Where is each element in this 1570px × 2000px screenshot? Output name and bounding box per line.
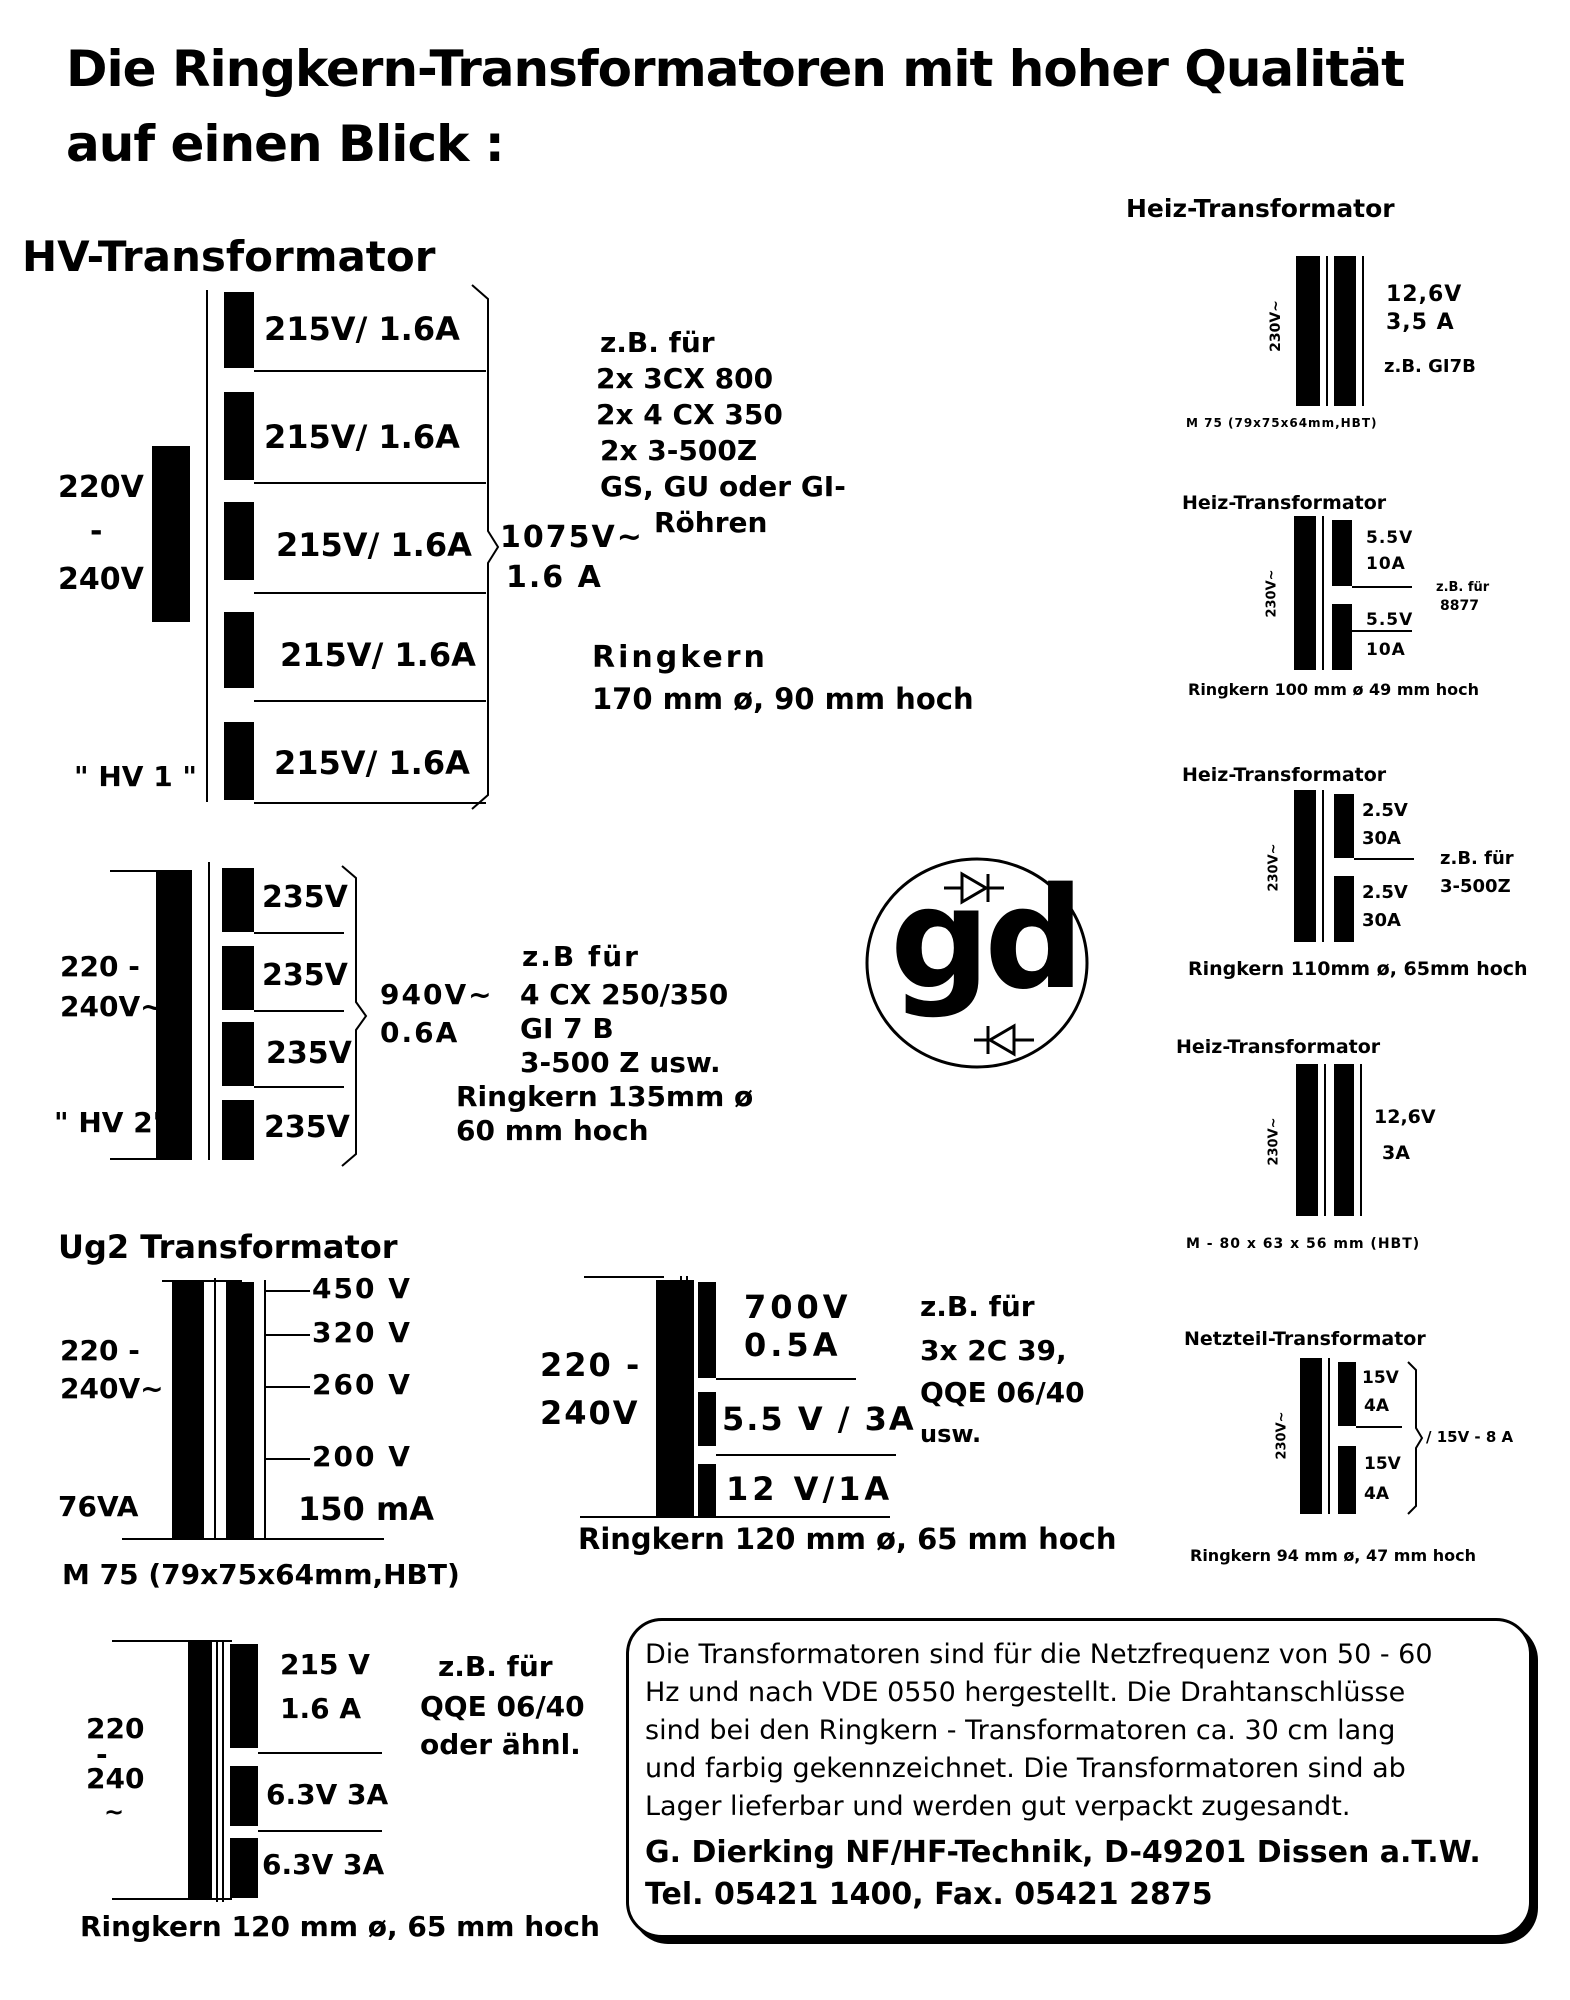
heiz2-winding-voltage-2: 5.5V: [1366, 610, 1414, 630]
heiz2-winding-current-1: 10A: [1366, 554, 1406, 574]
heiz3-use-heading: z.B. für: [1440, 848, 1514, 869]
hv1-name: " HV 1 ": [74, 760, 198, 793]
ug2-primary-line: [214, 1278, 216, 1540]
net700-winding-3: 12 V/1A: [726, 1470, 894, 1508]
net700-winding-divider: [716, 1378, 856, 1380]
heiz4-output-current: 3A: [1382, 1142, 1410, 1164]
heiz3-winding-core-2: [1334, 876, 1354, 942]
qqe-primary-top: [112, 1640, 232, 1642]
heiz3-winding-current-1: 30A: [1362, 828, 1401, 849]
heiz3-winding-core-1: [1334, 794, 1354, 858]
netzteil-winding-voltage-2: 15V: [1364, 1454, 1401, 1474]
hv2-winding-core-4: [222, 1100, 254, 1160]
heiz4-secondary-line: [1360, 1064, 1362, 1216]
heiz4-core: M - 80 x 63 x 56 mm (HBT): [1186, 1236, 1421, 1252]
net700-primary-core: [656, 1280, 694, 1516]
ug2-tap-line: [264, 1386, 310, 1388]
qqe-winding-divider: [258, 1752, 382, 1754]
qqe-winding-3: 6.3V 3A: [262, 1848, 385, 1881]
hv2-output-brace: [340, 866, 370, 1166]
hv1-winding-2: 215V/ 1.6A: [264, 418, 460, 456]
qqe-winding-current: 1.6 A: [280, 1692, 362, 1725]
ug2-tap-line: [264, 1290, 310, 1292]
qqe-use-item: QQE 06/40: [420, 1690, 585, 1723]
heiz3-use-item: 3-500Z: [1440, 876, 1511, 897]
net700-use-item: QQE 06/40: [920, 1376, 1085, 1409]
qqe-winding-divider: [258, 1830, 382, 1832]
hv1-use-item: 2x 3-500Z: [600, 434, 758, 467]
hv2-name: " HV 2": [54, 1106, 168, 1139]
info-text-line: Hz und nach VDE 0550 hergestellt. Die Drahtanschlüsse: [645, 1677, 1406, 1708]
netzteil-total: / 15V - 8 A: [1426, 1428, 1514, 1446]
net700-use-item: usw.: [920, 1420, 982, 1448]
netzteil-winding-current-2: 4A: [1364, 1484, 1389, 1504]
hv1-input-1: 220V: [58, 470, 144, 505]
hv1-winding-divider: [254, 482, 486, 484]
heiz1-secondary-line: [1362, 256, 1364, 406]
hv1-input-2: -: [90, 514, 103, 549]
qqe-primary-line: [216, 1640, 218, 1902]
ug2-tap-1: 450 V: [312, 1272, 412, 1305]
hv2-primary-line: [208, 862, 210, 1160]
info-text-line: und farbig gekennzeichnet. Die Transformatoren sind ab: [645, 1753, 1406, 1784]
heiz4-secondary-core: [1334, 1064, 1354, 1216]
hv1-primary-line: [206, 290, 208, 802]
ug2-secondary-line: [264, 1280, 266, 1540]
heiz1-output-voltage: 12,6V: [1386, 282, 1463, 307]
heiz2-winding-core-2: [1332, 604, 1352, 670]
hv1-winding-3: 215V/ 1.6A: [276, 526, 472, 564]
heiz1-input: 230V~: [1267, 300, 1284, 352]
hv1-use-item: 2x 3CX 800: [596, 362, 774, 395]
heiz2-winding-voltage-1: 5.5V: [1366, 528, 1414, 548]
heiz3-core: Ringkern 110mm ø, 65mm hoch: [1188, 958, 1528, 980]
hv2-use-heading: z.B für: [522, 940, 640, 973]
netzteil-winding-divider: [1356, 1426, 1402, 1428]
hv1-winding-5: 215V/ 1.6A: [274, 744, 470, 782]
netzteil-core: Ringkern 94 mm ø, 47 mm hoch: [1190, 1546, 1476, 1565]
info-text-line: Lager lieferbar und werden gut verpackt zugesandt.: [645, 1791, 1351, 1822]
net700-winding-core-1: [698, 1282, 716, 1378]
heiz1-secondary-core: [1334, 256, 1356, 406]
net700-secondary-line: [686, 1276, 688, 1516]
ug2-tap-line: [264, 1334, 310, 1336]
heiz3-input: 230V~: [1266, 843, 1282, 892]
net700-winding-core-3: [698, 1464, 716, 1516]
netzteil-primary-core: [1300, 1358, 1322, 1514]
info-text-line: sind bei den Ringkern - Transformatoren ca. 30 cm lang: [645, 1715, 1396, 1746]
hv2-winding-divider: [254, 932, 344, 934]
page-title-line-1: Die Ringkern-Transformatoren mit hoher Qualität: [66, 40, 1404, 98]
hv1-output-brace: [470, 285, 500, 809]
qqe-input-2: -: [96, 1738, 108, 1771]
hv1-winding-4: 215V/ 1.6A: [280, 636, 476, 674]
netzteil-winding-voltage-1: 15V: [1362, 1368, 1399, 1388]
gd-logo-text: gd: [890, 858, 1079, 1021]
qqe-winding-core-1: [230, 1644, 258, 1748]
qqe-winding-core-3: [230, 1838, 258, 1898]
net700-winding-current: 0.5A: [744, 1326, 842, 1364]
netzteil-winding-current-1: 4A: [1364, 1396, 1389, 1416]
info-text-line: Die Transformatoren sind für die Netzfrequenz von 50 - 60: [645, 1639, 1433, 1670]
hv1-winding-divider: [254, 370, 486, 372]
hv1-core-size: 170 mm ø, 90 mm hoch: [592, 682, 974, 716]
hv1-use-item: GS, GU oder GI-: [600, 470, 846, 503]
hv2-winding-2: 235V: [262, 958, 348, 993]
hv2-primary-bottom: [110, 1158, 190, 1160]
hv1-winding-core-5: [224, 722, 254, 800]
qqe-input-4: ~: [104, 1798, 125, 1826]
hv1-winding-divider: [254, 700, 486, 702]
qqe-input-3: 240: [86, 1762, 145, 1795]
ug2-core: M 75 (79x75x64mm,HBT): [62, 1558, 460, 1591]
hv1-winding-divider: [254, 592, 486, 594]
net700-core: Ringkern 120 mm ø, 65 mm hoch: [578, 1522, 1117, 1556]
hv2-core-size: 60 mm hoch: [456, 1114, 649, 1147]
qqe-core: Ringkern 120 mm ø, 65 mm hoch: [80, 1910, 600, 1943]
heiz1-output-current: 3,5 A: [1386, 310, 1455, 335]
ug2-power: 76VA: [58, 1490, 139, 1523]
qqe-primary-core: [188, 1642, 212, 1900]
heiz3-winding-voltage-2: 2.5V: [1362, 882, 1408, 903]
ug2-primary-core: [172, 1282, 204, 1540]
heiz1-core: M 75 (79x75x64mm,HBT): [1186, 416, 1378, 430]
netzteil-title: Netzteil-Transformator: [1184, 1328, 1426, 1350]
hv2-input-2: 240V~: [60, 990, 164, 1023]
company-name: G. Dierking NF/HF-Technik, D-49201 Dissen a.T.W.: [645, 1835, 1481, 1870]
heiz3-winding-voltage-1: 2.5V: [1362, 800, 1408, 821]
hv2-winding-3: 235V: [266, 1036, 352, 1071]
hv2-winding-4: 235V: [264, 1110, 350, 1145]
netzteil-input: 230V~: [1274, 1411, 1290, 1460]
hv1-use-heading: z.B. für: [600, 326, 715, 359]
ug2-tap-4: 200 V: [312, 1440, 412, 1473]
info-box: [626, 1618, 1532, 1938]
netzteil-primary-line: [1328, 1358, 1330, 1514]
heiz2-use-item: 8877: [1440, 598, 1479, 614]
netzteil-output-brace: [1406, 1362, 1424, 1514]
heiz2-input: 230V~: [1264, 569, 1280, 618]
qqe-use-heading: z.B. für: [438, 1650, 553, 1683]
heiz4-input: 230V~: [1266, 1117, 1282, 1166]
hv1-winding-core-1: [224, 292, 254, 368]
hv2-core-label: Ringkern 135mm ø: [456, 1080, 754, 1113]
heiz4-title: Heiz-Transformator: [1176, 1036, 1381, 1058]
page-title-line-2: auf einen Blick :: [66, 115, 504, 173]
hv2-total-current: 0.6A: [380, 1016, 460, 1049]
hv1-winding-core-3: [224, 502, 254, 580]
qqe-primary-line-2: [222, 1640, 224, 1902]
net700-winding-divider: [716, 1454, 896, 1456]
hv2-winding-1: 235V: [262, 880, 348, 915]
hv1-use-item: 2x 4 CX 350: [596, 398, 783, 431]
ug2-heading: Ug2 Transformator: [58, 1228, 398, 1266]
ug2-tap-line: [264, 1458, 310, 1460]
hv1-winding-core-4: [224, 612, 254, 688]
net700-winding-voltage: 700V: [744, 1288, 852, 1326]
heiz2-winding-current-2: 10A: [1366, 640, 1406, 660]
hv1-input-3: 240V: [58, 562, 144, 597]
qqe-input-1: 220: [86, 1712, 145, 1745]
heiz4-primary-core: [1296, 1064, 1318, 1216]
hv2-winding-core-3: [222, 1022, 254, 1086]
heiz1-use: z.B. GI7B: [1384, 356, 1476, 377]
heiz3-winding-divider: [1354, 858, 1414, 860]
heiz4-output-voltage: 12,6V: [1374, 1106, 1436, 1128]
hv2-winding-core-1: [222, 868, 254, 932]
hv1-heading: HV-Transformator: [22, 232, 436, 281]
heiz2-primary-line: [1322, 516, 1324, 670]
heiz2-winding-core-1: [1332, 520, 1352, 586]
hv2-use-item: 4 CX 250/350: [520, 978, 729, 1011]
net700-use-item: 3x 2C 39,: [920, 1334, 1067, 1367]
hv2-use-item: GI 7 B: [520, 1012, 614, 1045]
ug2-tap-2: 320 V: [312, 1316, 412, 1349]
heiz3-primary-core: [1294, 790, 1316, 942]
net700-primary-line: [680, 1276, 682, 1516]
hv2-winding-divider: [254, 1010, 344, 1012]
qqe-winding-2: 6.3V 3A: [266, 1778, 389, 1811]
heiz2-core: Ringkern 100 mm ø 49 mm hoch: [1188, 680, 1480, 699]
hv2-winding-core-2: [222, 946, 254, 1010]
net700-bottom-line: [580, 1516, 890, 1518]
hv1-winding-divider: [254, 802, 486, 804]
qqe-primary-bottom: [112, 1898, 232, 1900]
qqe-winding-core-2: [230, 1766, 258, 1826]
qqe-winding-voltage: 215 V: [280, 1648, 370, 1681]
heiz1-title: Heiz-Transformator: [1126, 194, 1395, 223]
hv2-use-item: 3-500 Z usw.: [520, 1046, 721, 1079]
ug2-bottom-line: [122, 1538, 384, 1540]
net700-winding-2: 5.5 V / 3A: [722, 1400, 916, 1438]
hv1-total-current: 1.6 A: [506, 560, 603, 595]
ug2-current: 150 mA: [298, 1490, 435, 1528]
heiz4-primary-line: [1324, 1064, 1326, 1216]
hv1-total-voltage: 1075V~: [500, 520, 644, 555]
heiz2-use-heading: z.B. für: [1436, 580, 1490, 595]
heiz3-primary-line: [1322, 790, 1324, 942]
heiz2-winding-divider: [1352, 586, 1412, 588]
net700-input-2: 240V: [540, 1394, 640, 1432]
ug2-input-1: 220 -: [60, 1334, 140, 1367]
net700-use-heading: z.B. für: [920, 1290, 1035, 1323]
hv2-input-1: 220 -: [60, 950, 140, 983]
hv1-primary-core: [152, 446, 190, 622]
ug2-secondary-core: [226, 1282, 254, 1540]
net700-winding-core-2: [698, 1392, 716, 1446]
hv1-use-item: Röhren: [654, 506, 768, 539]
hv1-winding-core-2: [224, 392, 254, 480]
net700-input-1: 220 -: [540, 1346, 642, 1384]
heiz1-primary-core: [1296, 256, 1320, 406]
ug2-tap-3: 260 V: [312, 1368, 412, 1401]
heiz2-primary-core: [1294, 516, 1316, 670]
netzteil-winding-core-1: [1338, 1362, 1356, 1426]
hv1-core-label: Ringkern: [592, 640, 768, 675]
heiz3-winding-current-2: 30A: [1362, 910, 1401, 931]
company-contact: Tel. 05421 1400, Fax. 05421 2875: [645, 1877, 1213, 1912]
heiz2-title: Heiz-Transformator: [1182, 492, 1387, 514]
heiz2-winding-divider: [1352, 630, 1412, 632]
ug2-input-2: 240V~: [60, 1372, 164, 1405]
netzteil-winding-core-2: [1338, 1446, 1356, 1514]
hv2-winding-divider: [254, 1086, 344, 1088]
qqe-use-item: oder ähnl.: [420, 1728, 581, 1761]
hv2-total-voltage: 940V~: [380, 978, 494, 1011]
net700-primary-top: [584, 1276, 664, 1278]
hv1-winding-1: 215V/ 1.6A: [264, 310, 460, 348]
heiz3-title: Heiz-Transformator: [1182, 764, 1387, 786]
heiz1-primary-line: [1326, 256, 1328, 406]
